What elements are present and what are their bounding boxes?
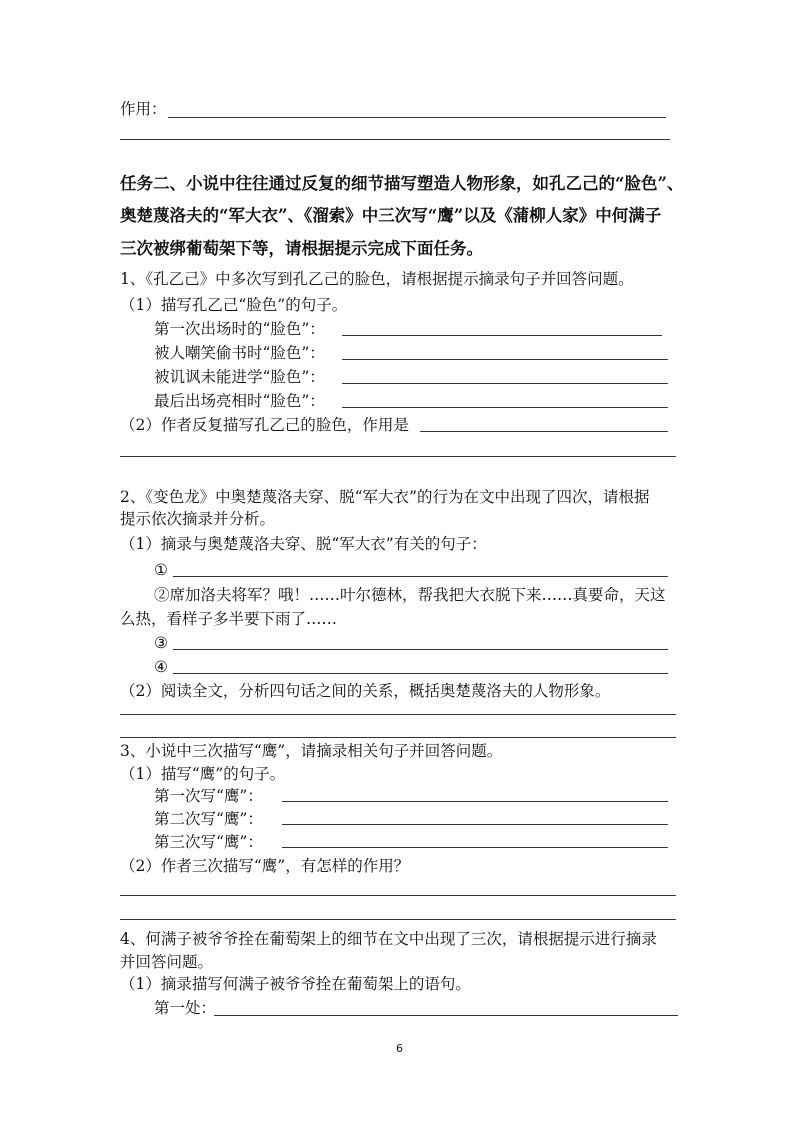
q2-circle-2-line1: ②席加洛夫将军？哦！……叶尔德林，帮我把大衣脱下来……真要命，天这 (154, 586, 666, 604)
answer-line[interactable] (120, 139, 670, 140)
answer-line[interactable] (342, 335, 662, 336)
zuoyong-label: 作用： (120, 100, 167, 118)
q3-item: 第三次写“鹰”： (154, 833, 263, 851)
q3-item: 第二次写“鹰”： (154, 810, 263, 828)
page-number: 6 (396, 1042, 403, 1055)
q1-item: 最后出场亮相时“脸色”： (154, 392, 325, 410)
answer-line[interactable] (420, 431, 668, 432)
answer-line[interactable] (214, 1015, 678, 1016)
answer-line[interactable] (173, 649, 668, 650)
q4-stem-1: 4、何满子被爷爷拴在葡萄架上的细节在文中出现了三次，请根据提示进行摘录 (120, 930, 657, 948)
q2-circle-3: ③ (154, 634, 168, 652)
q4-part1: （1）摘录描写何满子被爷爷拴在葡萄架上的语句。 (120, 975, 471, 993)
q3-part1: （1）描写“鹰”的句子。 (120, 765, 286, 783)
q2-circle-2-line2: 么热，看样子多半要下雨了…… (120, 610, 338, 628)
q1-item: 被讥讽未能进学“脸色”： (154, 368, 325, 386)
answer-line[interactable] (120, 895, 676, 896)
q2-stem-2: 提示依次摘录并分析。 (120, 510, 276, 528)
q2-circle-4: ④ (154, 658, 168, 676)
task2-line1: 任务二、小说中往往通过反复的细节描写塑造人物形象，如孔乙己的“脸色”、 (120, 174, 684, 193)
q1-part1: （1）描写孔乙己“脸色”的句子。 (120, 296, 348, 314)
answer-line[interactable] (342, 407, 668, 408)
q3-part2: （2）作者三次描写“鹰”，有怎样的作用？ (120, 857, 410, 875)
q1-part2: （2）作者反复描写孔乙己的脸色，作用是 (120, 416, 409, 434)
q2-part2: （2）阅读全文，分析四句话之间的关系，概括奥楚蔑洛夫的人物形象。 (120, 682, 611, 700)
answer-line[interactable] (282, 824, 668, 825)
q1-item: 第一次出场时的“脸色”： (154, 320, 325, 338)
answer-line[interactable] (120, 714, 676, 715)
q3-stem: 3、小说中三次描写“鹰”，请摘录相关句子并回答问题。 (120, 742, 503, 760)
q2-stem-1: 2、《变色龙》中奥楚蔑洛夫穿、脱“军大衣”的行为在文中出现了四次，请根据 (120, 488, 650, 506)
q2-part1: （1）摘录与奥楚蔑洛夫穿、脱“军大衣”有关的句子： (120, 535, 487, 553)
q1-stem: 1、《孔乙己》中多次写到孔乙己的脸色，请根据提示摘录句子并回答问题。 (120, 270, 634, 288)
answer-line[interactable] (342, 359, 668, 360)
q4-first-label: 第一处： (154, 999, 217, 1017)
answer-line[interactable] (282, 801, 668, 802)
answer-line[interactable] (120, 919, 676, 920)
answer-line[interactable] (168, 117, 666, 118)
answer-line[interactable] (173, 673, 668, 674)
q4-stem-2: 并回答问题。 (120, 953, 214, 971)
task2-line3: 三次被绑葡萄架下等，请根据提示完成下面任务。 (120, 239, 483, 258)
answer-line[interactable] (120, 456, 676, 457)
task2-line2: 奥楚蔑洛夫的“军大衣”、《溜索》中三次写“鹰”以及《蒲柳人家》中何满子 (120, 206, 662, 225)
q3-item: 第一次写“鹰”： (154, 787, 263, 805)
answer-line[interactable] (120, 737, 676, 738)
answer-line[interactable] (282, 847, 668, 848)
q1-item: 被人嘲笑偷书时“脸色”： (154, 344, 325, 362)
answer-line[interactable] (342, 383, 668, 384)
q2-circle-1: ① (154, 561, 168, 579)
answer-line[interactable] (173, 576, 668, 577)
